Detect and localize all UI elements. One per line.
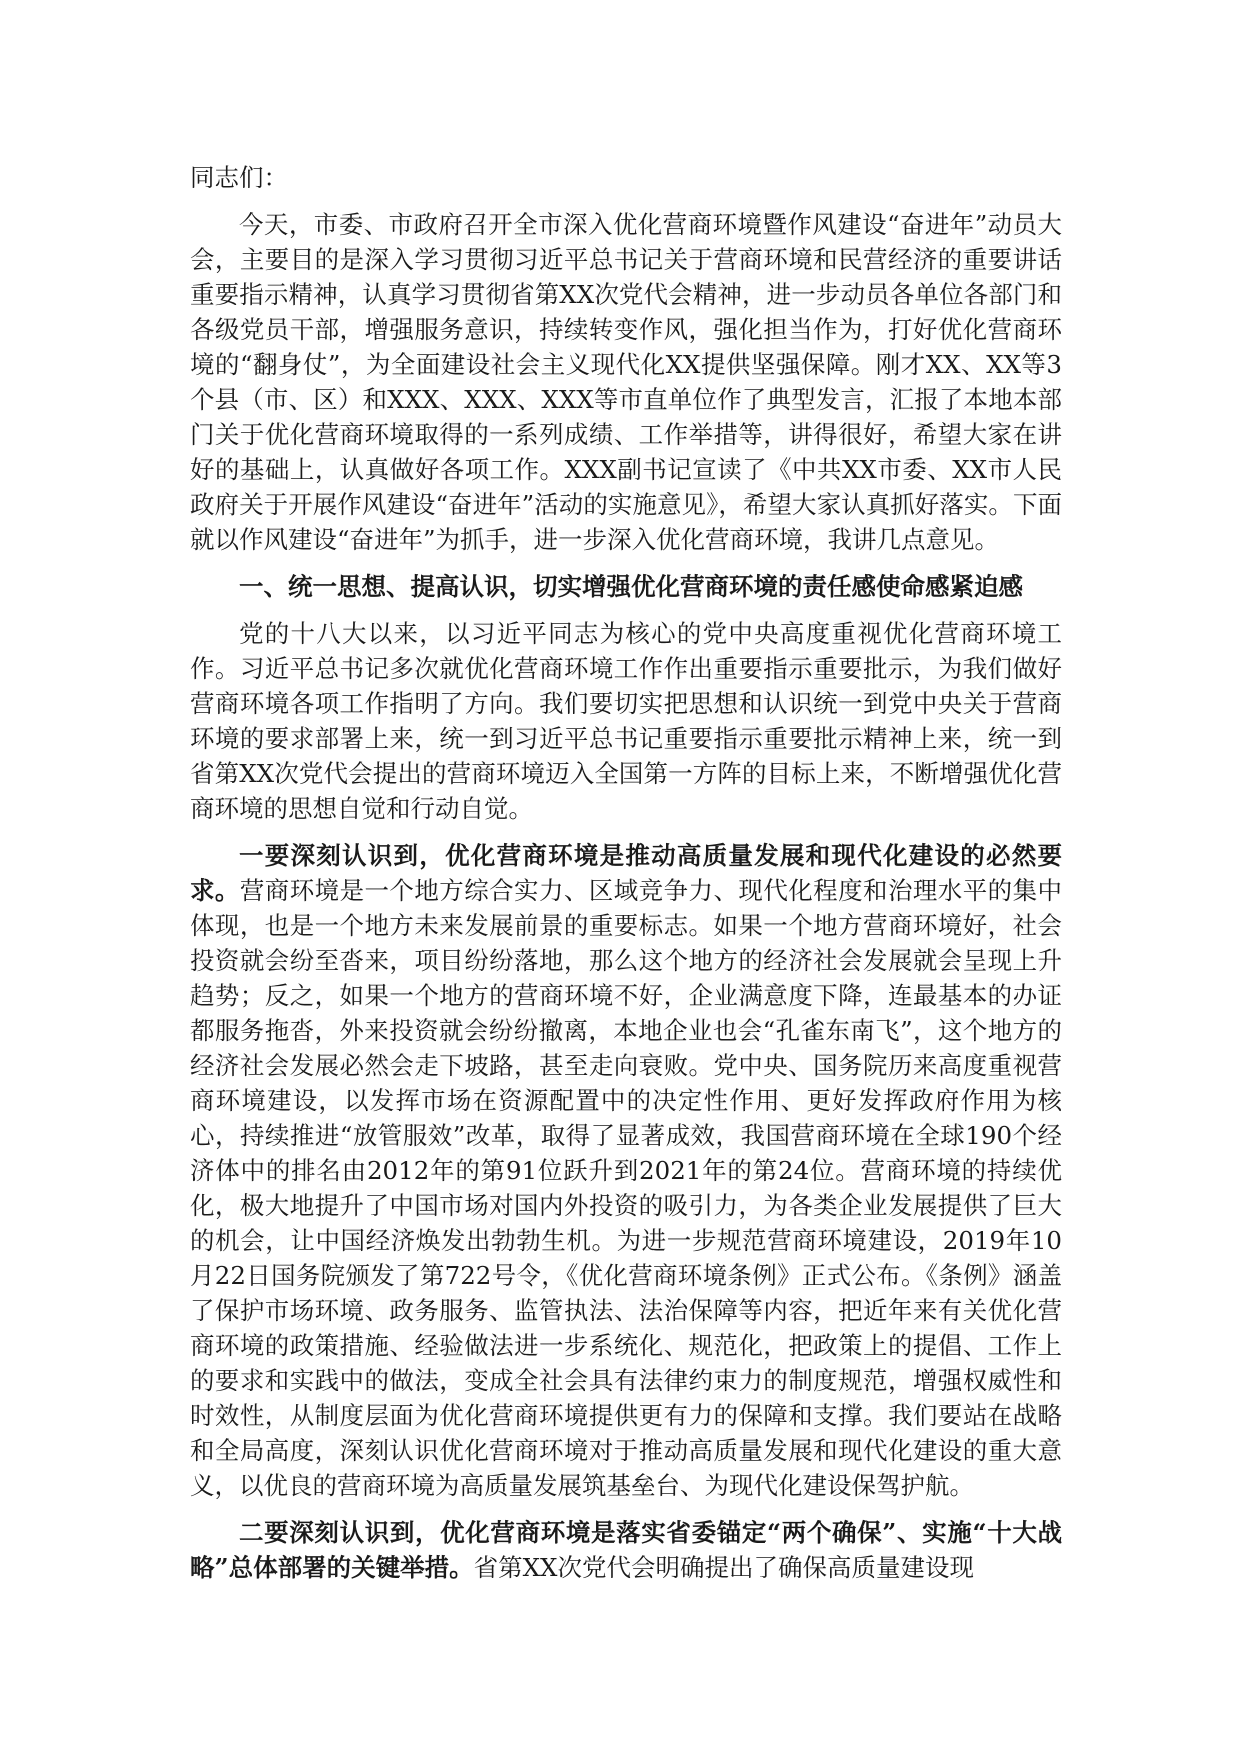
point-one-body: 营商环境是一个地方综合实力、区域竞争力、现代化程度和治理水平的集中体现，也是一个地方未来发展前景的重要标志。如果一个地方营商环境好，社会投资就会纷至沓来，项目纷纷落地，那么这个地方的经济社会发展就会呈现上升趋势；反之，如果一个地方的营商环境不好，企业满意度下降，连最基本的办证都服务拖沓，外来投资就会纷纷撤离，本地企业也会“孔雀东南飞”，这个地方的经济社会发展必然会走下坡路，甚至走向衰败。党中央、国务院历来高度重视营商环境建设，以发挥市场在资源配置中的决定性作用、更好发挥政府作用为核心，持续推进“放管服效”改革，取得了显著成效，我国营商环境在全球190个经济体中的排名由2012年的第91位跃升到2021年的第24位。营商环境的持续优化，极大地提升了中国市场对国内外投资的吸引力，为各类企业发展提供了巨大的机会，让中国经济焕发出勃勃生机。为进一步规范营商环境建设，2019年10月22日国务院颁发了第722号令，《优化营商环境条例》正式公布。《条例》涵盖了保护市场环境、政务服务、监管执法、法治保障等内容，把近年来有关优化营商环境的政策措施、经验做法进一步系统化、规范化，把政策上的提倡、工作上的要求和实践中的做法，变成全社会具有法律约束力的制度规范，增强权威性和时效性，从制度层面为优化营商环境提供更有力的保障和支撑。我们要站在战略和全局高度，深刻认识优化营商环境对于推动高质量发展和现代化建设的重大意义，以优良的营商环境为高质量发展筑基垒台、为现代化建设保驾护航。 <box>190 876 1063 1500</box>
point-two-paragraph <box>190 1515 1062 1585</box>
section-heading: 一、统一思想、提高认识，切实增强优化营商环境的责任感使命感紧迫感 <box>239 572 1023 601</box>
point-one-lead: 一要深刻认识到，优化营商环境是推动高质量发展和现代化建设的必然要求。 <box>190 841 1062 905</box>
intro-paragraph: 今天，市委、市政府召开全市深入优化营商环境暨作风建设“奋进年”动员大会，主要目的是深入学习贯彻习近平总书记关于营商环境和民营经济的重要讲话重要指示精神，认真学习贯彻省第XX次党代会精神，进一步动员各单位各部门和各级党员干部，增强服务意识，持续转变作风，强化担当作为，打好优化营商环境的“翻身仗”，为全面建设社会主义现代化XX提供坚强保障。刚才XX、XX等3个县（市、区）和XXX、XXX、XXX等市直单位作了典型发言，汇报了本地本部门关于优化营商环境取得的一系列成绩、工作举措等，讲得很好，希望大家在讲好的基础上，认真做好各项工作。XXX副书记宣读了《中共XX市委、XX市人民政府关于开展作风建设“奋进年”活动的实施意见》，希望大家认真抓好落实。下面就以作风建设“奋进年”为抓手，进一步深入优化营商环境，我讲几点意见。 <box>190 210 1063 554</box>
section-paragraph: 党的十八大以来，以习近平同志为核心的党中央高度重视优化营商环境工作。习近平总书记多次就优化营商环境工作作出重要指示重要批示，为我们做好营商环境各项工作指明了方向。我们要切实把思想和认识统一到党中央关于营商环境的要求部署上来，统一到习近平总书记重要指示重要批示精神上来，统一到省第XX次党代会提出的营商环境迈入全国第一方阵的目标上来，不断增强优化营商环境的思想自觉和行动自觉。 <box>190 619 1062 823</box>
point-two-lead: 二要深刻认识到，优化营商环境是落实省委锚定“两个确保”、实施“十大战略”总体部署的关键举措。 <box>190 1518 1062 1582</box>
salutation: 同志们： <box>190 163 288 192</box>
point-one-paragraph <box>190 838 1062 1503</box>
point-two-body: 省第XX次党代会明确提出了确保高质量建设现 <box>473 1553 974 1582</box>
